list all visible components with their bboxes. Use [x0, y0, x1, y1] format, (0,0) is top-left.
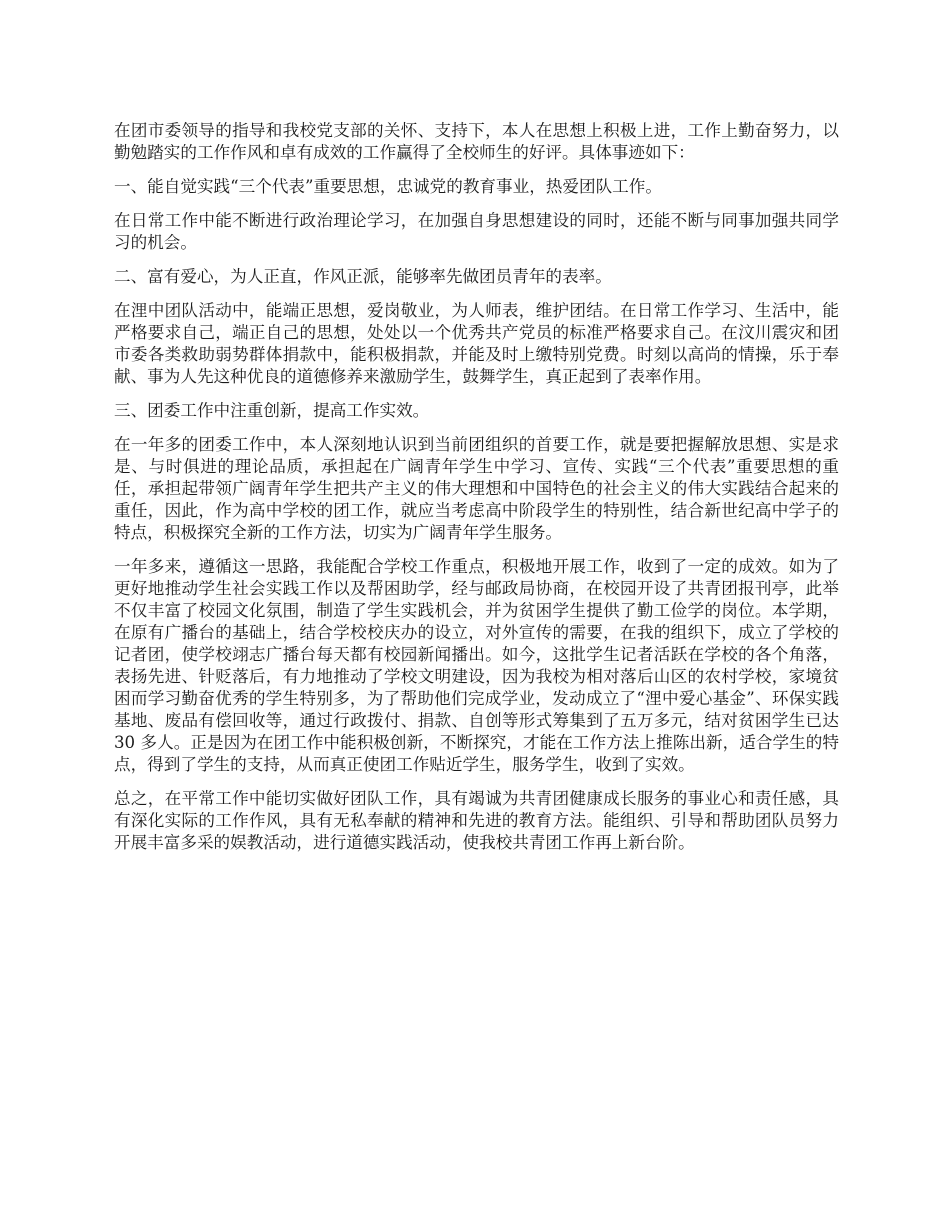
document-body — [114, 120, 839, 866]
section-3-paragraph-2: 一年多来，遵循这一思路，我能配合学校工作重点，积极地开展工作，收到了一定的成效。如为了更好地推动学生社会实践工作以及帮困助学，经与邮政局协商，在校园开设了共青团报刊亭，此举不仅丰富了校园文化氛围，制造了学生实践机会，并为贫困学生提供了勤工俭学的岗位。本学期，在原有广播台的基础上，结合学校校庆办的设立，对外宣传的需要，在我的组织下，成立了学校的记者团，使学校翊志广播台每天都有校园新闻播出。如今，这批学生记者活跃在学校的各个角落，表扬先进、针贬落后，有力地推动了学校文明建设，因为我校为相对落后山区的农村学校，家境贫困而学习勤奋优秀的学生特别多，为了帮助他们完成学业，发动成立了“浬中爱心基金”、环保实践基地、废品有偿回收等，通过行政拨付、捐款、自创等形式筹集到了五万多元，结对贫困学生已达 30 多人。正是因为在团工作中能积极创新，不断探究，才能在工作方法上推陈出新，适合学生的特点，得到了学生的支持，从而真正使团工作贴近学生，服务学生，收到了实效。 — [114, 557, 839, 774]
section-1-paragraph: 在日常工作中能不断进行政治理论学习，在加强自身思想建设的同时，还能不断与同事加强共同学习的机会。 — [114, 211, 839, 252]
section-2-paragraph: 在浬中团队活动中，能端正思想，爱岗敬业，为人师表，维护团结。在日常工作学习、生活中，能严格要求自己，端正自己的思想，处处以一个优秀共产党员的标准严格要求自己。在汶川震灾和团市委各类救助弱势群体捐款中，能积极捐款，并能及时上缴特别党费。时刻以高尚的情操，乐于奉献、事为人先这种优良的道德修养来激励学生，鼓舞学生，真正起到了表率作用。 — [114, 301, 839, 386]
conclusion-paragraph: 总之，在平常工作中能切实做好团队工作，具有竭诚为共青团健康成长服务的事业心和责任感，具有深化实际的工作作风，具有无私奉献的精神和先进的教育方法。能组织、引导和帮助团队员努力开展丰富多采的娱教活动，进行道德实践活动，使我校共青团工作再上新台阶。 — [114, 789, 839, 852]
section-heading-2: 二、富有爱心，为人正直，作风正派，能够率先做团员青年的表率。 — [114, 267, 612, 286]
section-heading-3: 三、团委工作中注重创新，提高工作实效。 — [114, 401, 430, 420]
intro-paragraph: 在团市委领导的指导和我校党支部的关怀、支持下，本人在思想上积极上进，工作上勤奋努力，以勤勉踏实的工作作风和卓有成效的工作赢得了全校师生的好评。具体事迹如下： — [114, 121, 839, 162]
section-heading-1: 一、能自觉实践“三个代表”重要思想，忠诚党的教育事业，热爱团队工作。 — [114, 177, 662, 196]
section-3-paragraph-1: 在一年多的团委工作中，本人深刻地认识到当前团组织的首要工作，就是要把握解放思想、实是求是、与时俱进的理论品质，承担起在广阔青年学生中学习、宣传、实践“三个代表”重要思想的重任，承担起带领广阔青年学生把共产主义的伟大理想和中国特色的社会主义的伟大实践结合起来的重任，因此，作为高中学校的团工作，就应当考虑高中阶段学生的特别性，结合新世纪高中学子的特点，积极探究全新的工作方法，切实为广阔青年学生服务。 — [114, 435, 839, 542]
